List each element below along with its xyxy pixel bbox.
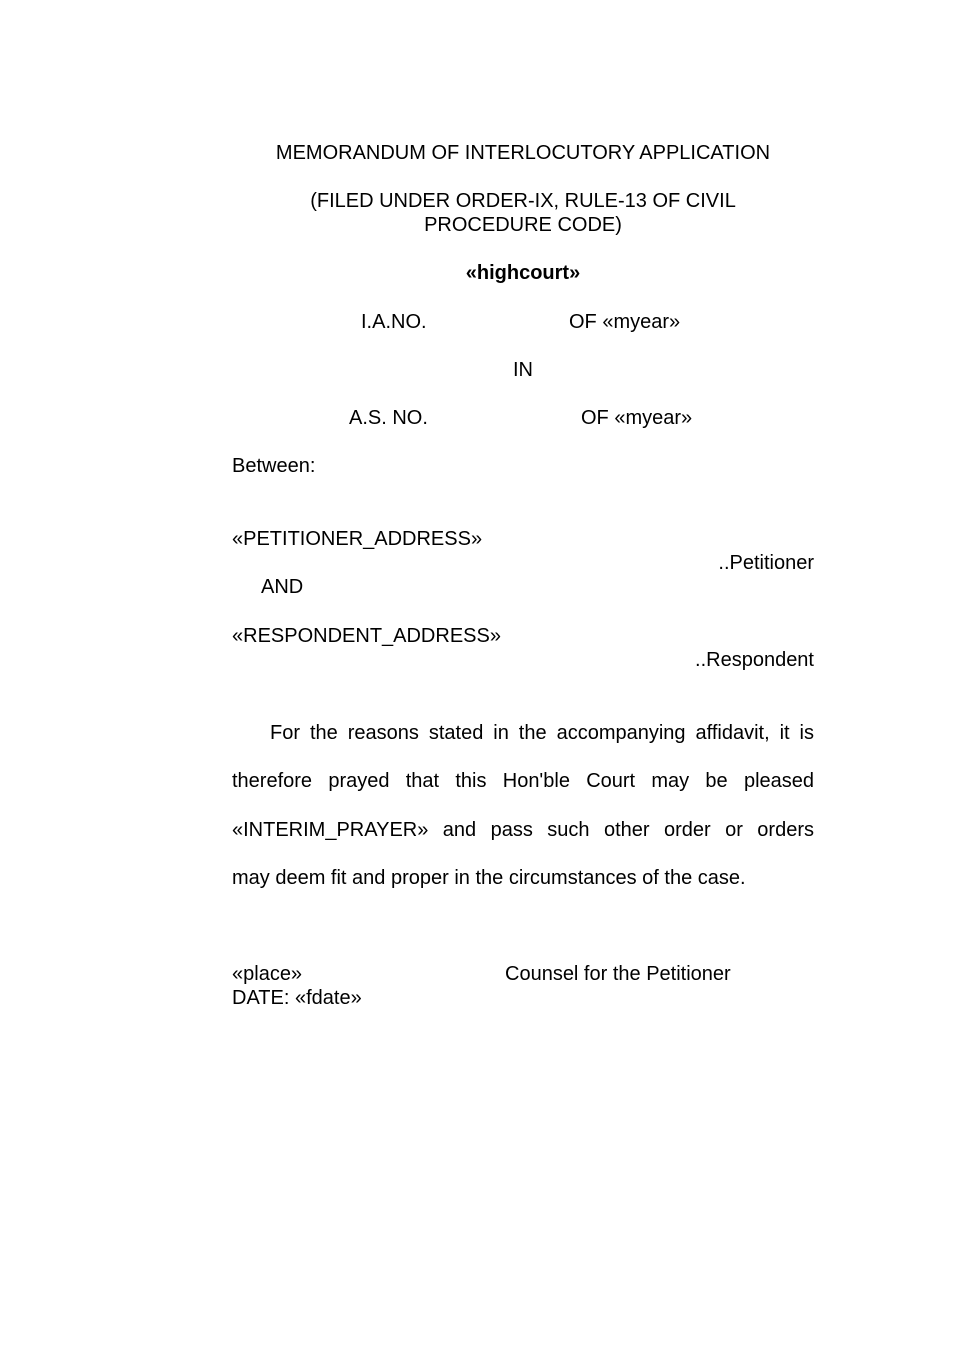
place-field: «place»: [232, 963, 303, 985]
ia-year: OF «myear»: [569, 311, 681, 333]
document-subtitle-line1: (FILED UNDER ORDER-IX, RULE-13 OF CIVIL: [310, 190, 736, 212]
in-label: IN: [513, 359, 533, 381]
petitioner-label: ..Petitioner: [718, 552, 814, 574]
body-line-1: For the reasons stated in the accompanying affidavit, it is: [270, 722, 814, 744]
respondent-label: ..Respondent: [695, 649, 814, 671]
document-subtitle-line2: PROCEDURE CODE): [424, 214, 622, 236]
ia-number-label: I.A.NO.: [361, 311, 427, 333]
petitioner-address: «PETITIONER_ADDRESS»: [232, 528, 483, 550]
court-name: «highcourt»: [465, 262, 581, 284]
and-label: AND: [261, 576, 304, 598]
body-line-3: «INTERIM_PRAYER» and pass such other order or orders: [232, 819, 814, 841]
between-label: Between:: [232, 455, 316, 477]
counsel-signature-label: Counsel for the Petitioner: [505, 963, 731, 985]
body-line-2: therefore prayed that this Hon'ble Court may be pleased: [232, 770, 814, 792]
as-year: OF «myear»: [581, 407, 693, 429]
date-field: DATE: «fdate»: [232, 987, 362, 1009]
document-title: MEMORANDUM OF INTERLOCUTORY APPLICATION: [275, 142, 771, 164]
respondent-address: «RESPONDENT_ADDRESS»: [232, 625, 501, 647]
body-line-4: may deem fit and proper in the circumstances of the case.: [232, 867, 746, 889]
as-number-label: A.S. NO.: [349, 407, 428, 429]
